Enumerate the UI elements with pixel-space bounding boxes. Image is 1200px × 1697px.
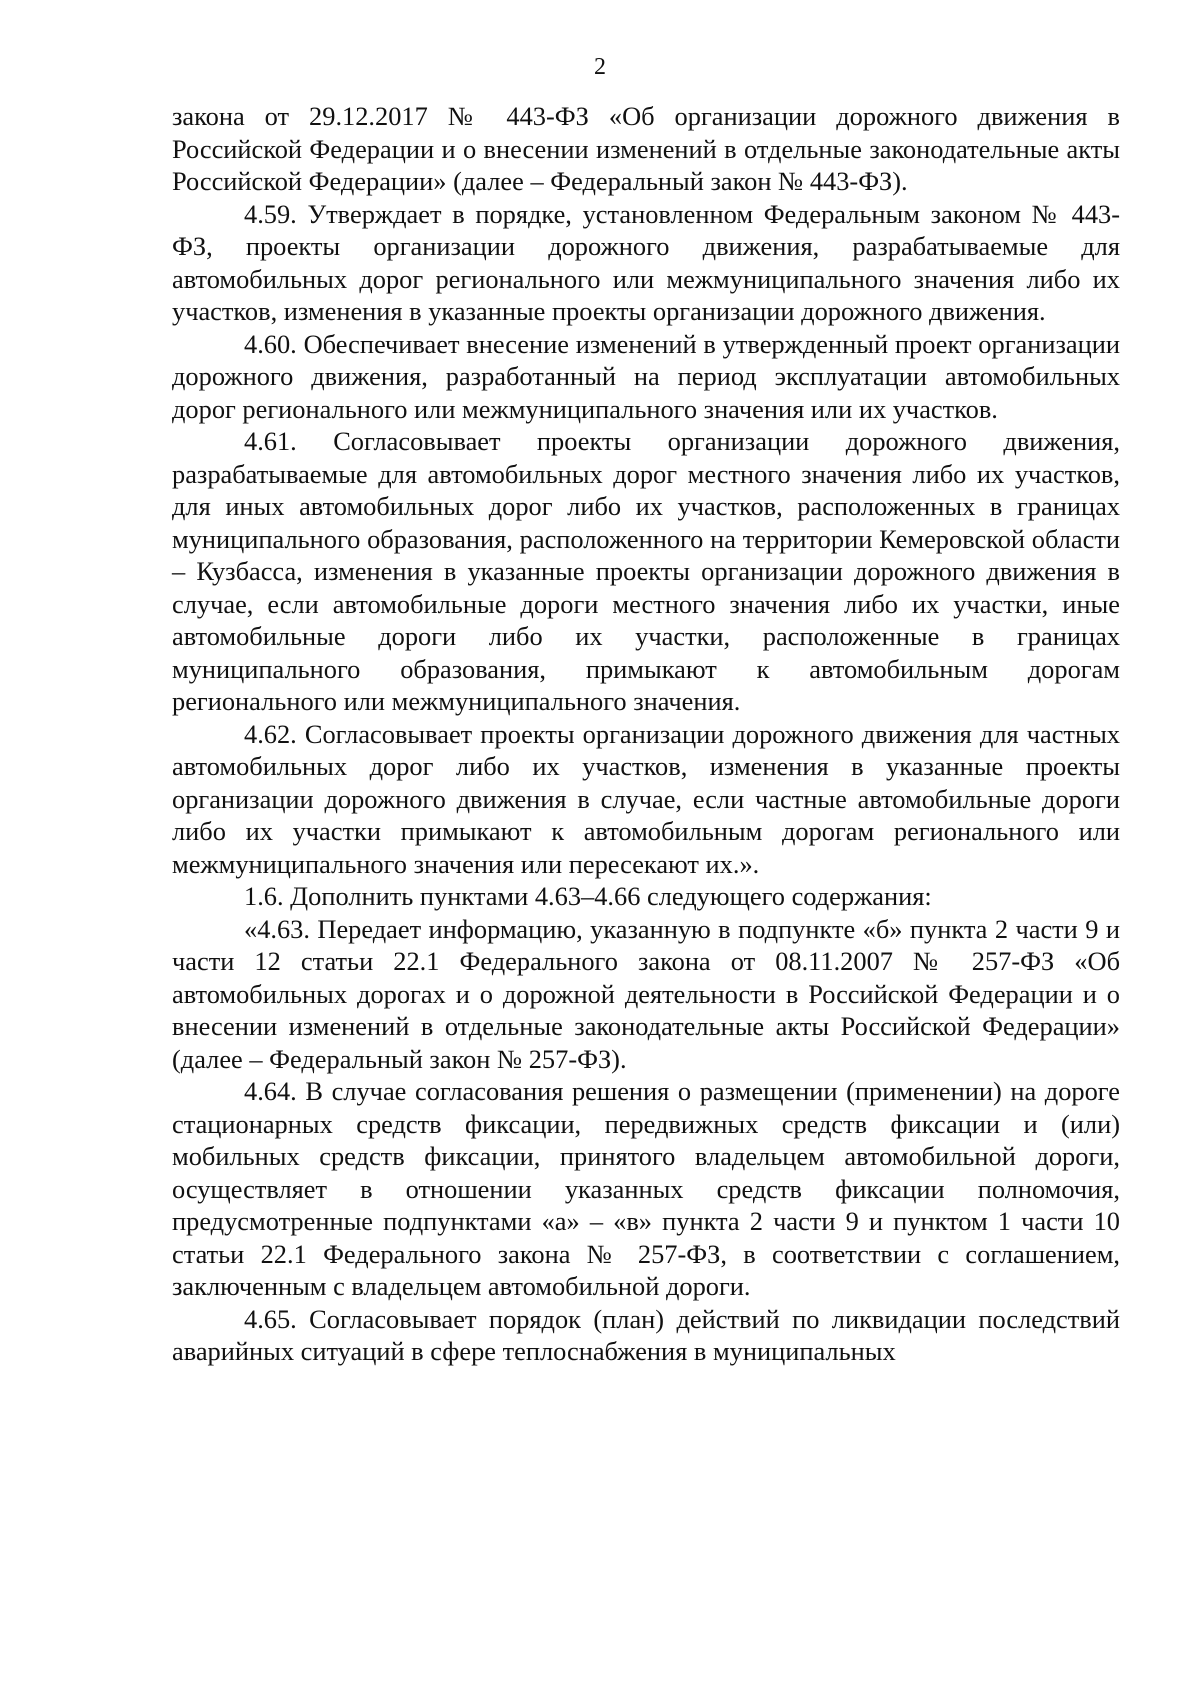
paragraph-4-62: 4.62. Согласовывает проекты организации дорожного движения для частных автомобильных дорог либо их участков, изменения в указанные проекты организации дорожного движения в случае, если частные автомобильные дороги либо их участки примыкают к автомобильным дорогам регионального или межмуниципального значения или пересекают их.». bbox=[172, 718, 1120, 879]
paragraph-continuation: закона от 29.12.2017 № 443-ФЗ «Об организации дорожного движения в Российской Федерации и о внесении изменений в отдельные законодательные акты Российской Федерации» (далее – Федеральный закон № 443-ФЗ). bbox=[172, 101, 1120, 196]
paragraph-4-59: 4.59. Утверждает в порядке, установленном Федеральным законом № 443-ФЗ, проекты организации дорожного движения, разрабатываемые для автомобильных дорог регионального или межмуниципального значения либо их участков, изменения в указанные проекты организации дорожного движения. bbox=[172, 198, 1120, 326]
paragraph-1-6: 1.6. Дополнить пунктами 4.63–4.66 следующего содержания: bbox=[244, 881, 932, 911]
paragraph-4-64: 4.64. В случае согласования решения о размещении (применении) на дороге стационарных средств фиксации, передвижных средств фиксации и (или) мобильных средств фиксации, принятого владельцем автомобильной дороги, осуществляет в отношении указанных средств фиксации полномочия, предусмотренные подпунктами «а» – «в» пункта 2 части 9 и пунктом 1 части 10 статьи 22.1 Федерального закона № 257-ФЗ, в соответствии с соглашением, заключенным с владельцем автомобильной дороги. bbox=[172, 1076, 1120, 1301]
paragraph-4-60: 4.60. Обеспечивает внесение изменений в утвержденный проект организации дорожного движения, разработанный на период эксплуатации автомобильных дорог регионального или межмуниципального значения или их участков. bbox=[172, 328, 1120, 424]
paragraph-4-65: 4.65. Согласовывает порядок (план) действий по ликвидации последствий аварийных ситуаций в сфере теплоснабжения в муниципальных bbox=[172, 1303, 1120, 1366]
page-number: 2 bbox=[594, 54, 606, 80]
paragraph-4-63: «4.63. Передает информацию, указанную в подпункте «б» пункта 2 части 9 и части 12 статьи 22.1 Федерального закона от 08.11.2007 № 257-ФЗ «Об автомобильных дорогах и о дорожной деятельности в Российской Федерации и о внесении изменений в отдельные законодательные акты Российской Федерации» (далее – Федеральный закон № 257-ФЗ). bbox=[172, 913, 1120, 1074]
paragraph-4-61: 4.61. Согласовывает проекты организации дорожного движения, разрабатываемые для автомобильных дорог местного значения либо их участков, для иных автомобильных дорог либо их участков, расположенных в границах муниципального образования, расположенного на территории Кемеровской области – Кузбасса, изменения в указанные проекты организации дорожного движения в случае, если автомобильные дороги местного значения либо их участки, иные автомобильные дороги либо их участки, расположенные в границах муниципального образования, примыкают к автомобильным дорогам регионального или межмуниципального значения. bbox=[172, 426, 1120, 716]
document-body bbox=[172, 100, 1120, 1368]
